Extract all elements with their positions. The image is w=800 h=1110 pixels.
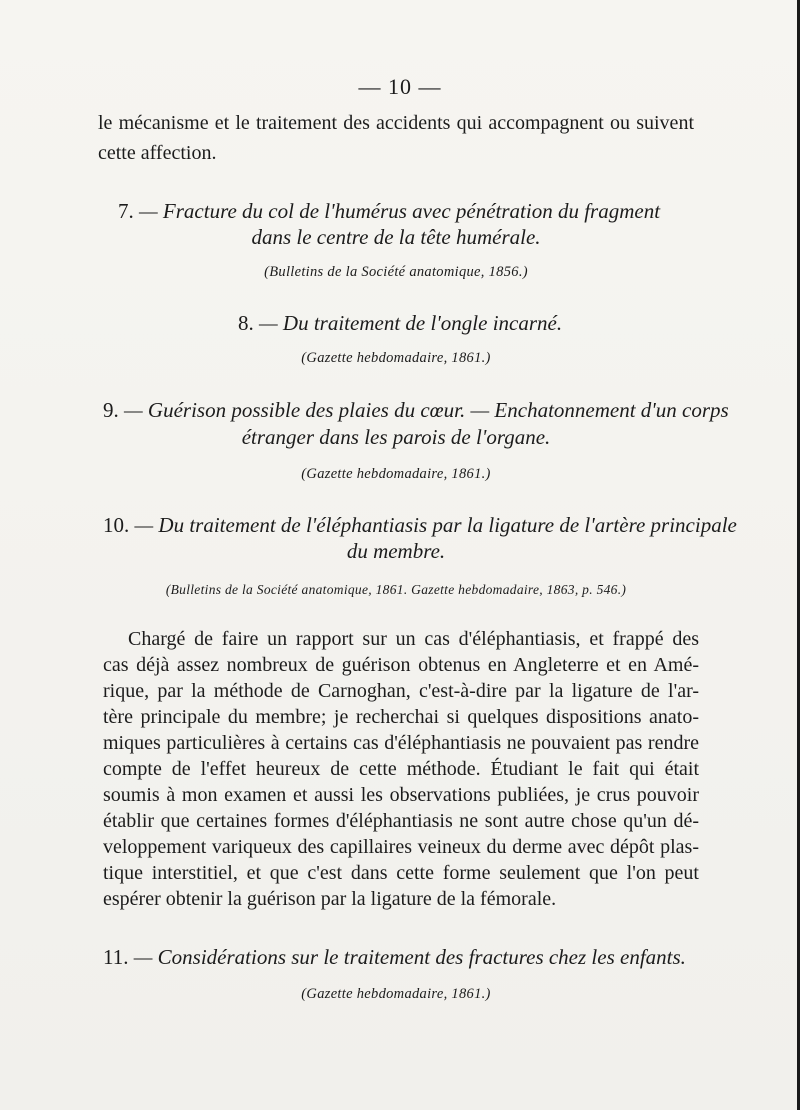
entry-10 bbox=[103, 512, 737, 538]
entry-8 bbox=[238, 310, 562, 336]
entry-number: 8. bbox=[238, 311, 254, 335]
paragraph-line-11: espérer obtenir la guérison par la ligature de la fémorale. bbox=[103, 888, 557, 910]
paragraph-line-6: compte de l'effet heureux de cette méthode. Étudiant le fait qui était bbox=[103, 758, 699, 780]
entry-title-line-1: — Fracture du col de l'humérus avec pénétration du fragment bbox=[139, 199, 661, 223]
paragraph-line-7: soumis à mon examen et aussi les observations publiées, je crus pouvoir bbox=[103, 784, 699, 806]
paragraph-line-8: établir que certaines formes d'éléphantiasis ne sont autre chose qu'un dé- bbox=[103, 810, 699, 832]
entry-title-line-1: — Du traitement de l'éléphantiasis par la ligature de l'artère principale bbox=[134, 513, 737, 537]
paragraph-line-9: veloppement variqueux des capillaires veineux du derme avec dépôt plas- bbox=[103, 836, 699, 858]
entry-number: 7. bbox=[118, 199, 134, 223]
entry-9 bbox=[103, 397, 729, 423]
paragraph-line-1: Chargé de faire un rapport sur un cas d'éléphantiasis, et frappé des bbox=[128, 628, 699, 650]
paragraph-line-5: miques particulières à certains cas d'éléphantiasis ne pouvaient pas rendre bbox=[103, 732, 699, 754]
entry-number: 10. bbox=[103, 513, 130, 537]
page-number: — 10 — bbox=[358, 74, 442, 99]
paragraph-line-4: tère principale du membre; je recherchai si quelques dispositions anato- bbox=[103, 706, 699, 728]
entry-7-title-line-2: dans le centre de la tête humérale. bbox=[251, 225, 541, 249]
entry-8-source: (Gazette hebdomadaire, 1861.) bbox=[301, 350, 491, 366]
entry-10-source: (Bulletins de la Société anatomique, 1861. Gazette hebdomadaire, 1863, p. 546.) bbox=[165, 582, 627, 597]
intro-line-2: cette affection. bbox=[98, 142, 217, 164]
entry-title-line-1: — Considérations sur le traitement des fractures chez les enfants. bbox=[133, 945, 686, 969]
entry-11 bbox=[103, 944, 699, 970]
entry-7 bbox=[118, 198, 678, 224]
entry-title-line-1: — Du traitement de l'ongle incarné. bbox=[259, 311, 563, 335]
entry-7-source: (Bulletins de la Société anatomique, 1856.) bbox=[264, 264, 528, 280]
entry-number: 9. bbox=[103, 398, 119, 422]
paragraph-line-10: tique interstitiel, et que c'est dans cette forme seulement que l'on peut bbox=[103, 862, 699, 884]
entry-number: 11. bbox=[103, 945, 129, 969]
intro-line-1: le mécanisme et le traitement des accidents qui accompagnent ou suivent bbox=[98, 112, 694, 134]
entry-title-line-1: — Guérison possible des plaies du cœur. — Enchatonnement d'un corps bbox=[124, 398, 729, 422]
paragraph-line-2: cas déjà assez nombreux de guérison obtenus en Angleterre et en Amé- bbox=[103, 654, 699, 676]
entry-11-source: (Gazette hebdomadaire, 1861.) bbox=[301, 986, 491, 1002]
entry-9-title-line-2: étranger dans les parois de l'organe. bbox=[241, 425, 551, 449]
entry-10-title-line-2: du membre. bbox=[346, 539, 446, 563]
paragraph-line-3: rique, par la méthode de Carnoghan, c'est-à-dire par la ligature de l'ar- bbox=[103, 680, 699, 702]
entry-9-source: (Gazette hebdomadaire, 1861.) bbox=[301, 466, 491, 482]
